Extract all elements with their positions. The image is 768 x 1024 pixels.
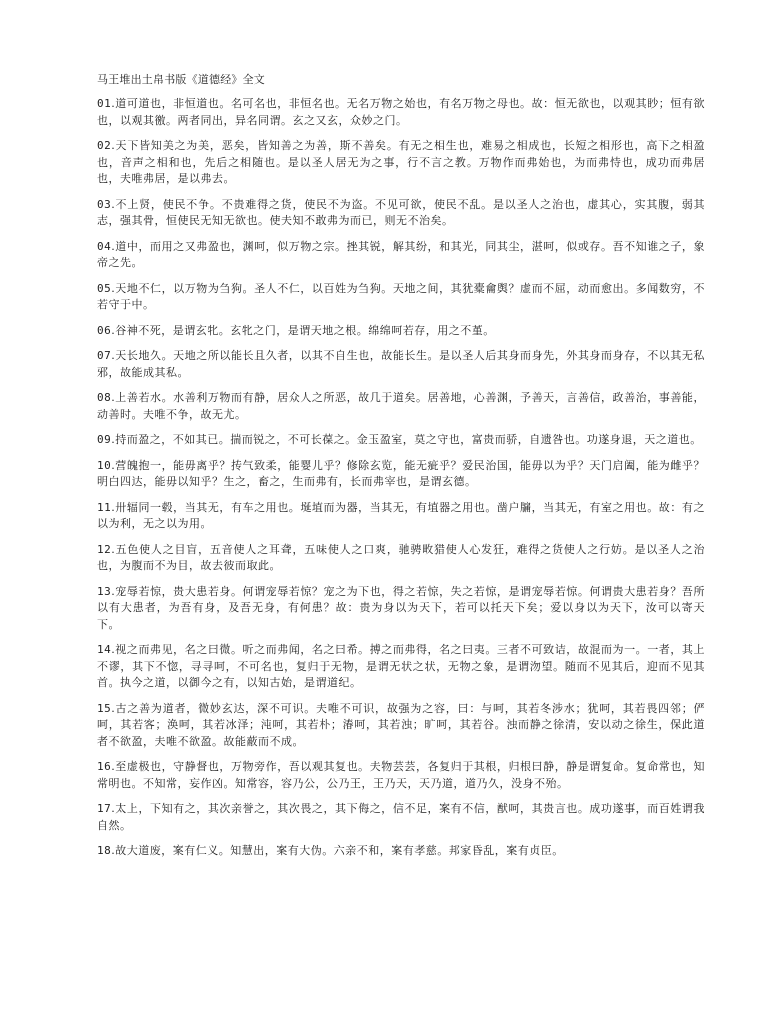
chapter-number: 14 — [97, 643, 112, 656]
chapter-number: 09 — [97, 433, 112, 446]
chapter-paragraph — [97, 584, 705, 634]
chapter-paragraph — [97, 759, 705, 792]
chapter-number: 04 — [97, 239, 112, 253]
chapter-text: .道中，而用之又弗盈也，渊呵，似万物之宗。挫其锐，解其纷，和其光，同其尘，湛呵，似或存。吾不知谁之子，象帝之先。 — [97, 239, 705, 269]
chapter-text: .五色使人之目盲，五音使人之耳聋，五味使人之口爽，驰骋畋猎使人心发狂，难得之货使人之行妨。是以圣人之治也，为腹而不为目，故去彼而取此。 — [97, 542, 705, 572]
chapter-number: 07 — [97, 349, 112, 362]
chapter-text: .持而盈之，不如其已。揣而锐之，不可长葆之。金玉盈室，莫之守也，富贵而骄，自遗咎也。功遂身退，天之道也。 — [111, 433, 702, 446]
chapter-paragraph — [97, 458, 705, 491]
chapter-text: .卅辐同一毂，当其无，有车之用也。埏埴而为器，当其无，有埴器之用也。凿户牖，当其无，有室之用也。故：有之以为利，无之以为用。 — [97, 500, 705, 530]
chapter-paragraph — [97, 348, 705, 381]
chapter-number: 18 — [97, 844, 112, 857]
chapter-paragraph — [97, 281, 705, 314]
chapter-list — [97, 96, 705, 860]
chapter-paragraph — [97, 96, 705, 129]
chapter-text: .营魄抱一，能毋离乎？抟气致柔，能婴儿乎？修除玄览，能无疵乎？爱民治国，能毋以为乎？天门启阖，能为雌乎？明白四达，能毋以知乎？生之，畜之，生而弗有，长而弗宰也，是谓玄德。 — [97, 458, 705, 488]
chapter-number: 06 — [97, 323, 112, 337]
chapter-text: .天长地久。天地之所以能长且久者，以其不自生也，故能长生。是以圣人后其身而身先，外其身而身存，不以其无私邪，故能成其私。 — [97, 349, 705, 379]
chapter-paragraph — [97, 801, 705, 834]
chapter-paragraph — [97, 642, 705, 692]
chapter-number: 08 — [97, 391, 112, 404]
document-title: 马王堆出土帛书版《道德经》全文 — [97, 73, 265, 86]
chapter-text: .天地不仁，以万物为刍狗。圣人不仁，以百姓为刍狗。天地之间，其犹橐龠舆？虚而不屈，动而愈出。多闻数穷，不若守于中。 — [97, 281, 705, 311]
chapter-number: 05 — [97, 281, 112, 295]
chapter-paragraph — [97, 701, 705, 751]
chapter-number: 11 — [97, 500, 112, 514]
chapter-number: 10 — [97, 458, 112, 472]
chapter-number: 01 — [97, 97, 112, 110]
chapter-text: .上善若水。水善利万物而有静，居众人之所恶，故几于道矣。居善地，心善渊，予善天，言善信，政善治，事善能，动善时。夫唯不争，故无尤。 — [97, 391, 705, 421]
chapter-text: .故大道废，案有仁义。知慧出，案有大伪。六亲不和，案有孝慈。邦家昏乱，案有贞臣。 — [111, 844, 564, 857]
document-page — [97, 72, 705, 869]
chapter-paragraph — [97, 239, 705, 272]
chapter-paragraph — [97, 542, 705, 575]
chapter-number: 02 — [97, 139, 112, 152]
chapter-text: .太上，下知有之，其次亲誉之，其次畏之，其下侮之，信不足，案有不信，猷呵，其贵言也。成功遂事，而百姓谓我自然。 — [97, 802, 705, 832]
chapter-paragraph — [97, 197, 705, 230]
chapter-paragraph — [97, 138, 705, 188]
chapter-paragraph — [97, 843, 705, 860]
chapter-text: .视之而弗见，名之曰微。听之而弗闻，名之曰希。搏之而弗得，名之曰夷。三者不可致诘，故混而为一。一者，其上不谬，其下不惚，寻寻呵，不可名也，复归于无物，是谓无状之状，无物之象，是谓沕望。随而不见其后，迎而不见其首。执今之道，以御今之有，以知古始，是谓道纪。 — [97, 643, 705, 689]
chapter-text: .至虚极也，守静督也，万物旁作，吾以观其复也。夫物芸芸，各复归于其根，归根曰静，静是谓复命。复命常也，知常明也。不知常，妄作凶。知常容，容乃公，公乃王，王乃天，天乃道，道乃久，没身不殆。 — [97, 760, 705, 790]
chapter-number: 17 — [97, 802, 112, 815]
chapter-number: 15 — [97, 701, 112, 715]
chapter-paragraph — [97, 500, 705, 533]
chapter-text: .宠辱若惊，贵大患若身。何谓宠辱若惊？宠之为下也，得之若惊，失之若惊，是谓宠辱若惊。何谓贵大患若身？吾所以有大患者，为吾有身，及吾无身，有何患？故：贵为身以为天下，若可以托天下矣；爱以身以为天下，汝可以寄天下。 — [97, 584, 705, 631]
chapter-text: .古之善为道者，微妙玄达，深不可识。夫唯不可识，故强为之容，曰：与呵，其若冬涉水；犹呵，其若畏四邻；俨呵，其若客；涣呵，其若冰泽；沌呵，其若朴；湷呵，其若浊；旷呵，其若谷。浊而静之徐清，安以动之徐生，保此道者不欲盈，夫唯不欲盈。故能蔽而不成。 — [97, 701, 705, 748]
chapter-paragraph — [97, 323, 705, 340]
chapter-number: 03 — [97, 197, 112, 211]
chapter-paragraph — [97, 390, 705, 423]
chapter-number: 16 — [97, 760, 112, 773]
chapter-number: 13 — [97, 584, 112, 598]
chapter-number: 12 — [97, 542, 112, 556]
chapter-paragraph — [97, 432, 705, 449]
chapter-text: .谷神不死，是谓玄牝。玄牝之门，是谓天地之根。绵绵呵若存，用之不堇。 — [111, 323, 495, 337]
chapter-text: .天下皆知美之为美，恶矣，皆知善之为善，斯不善矣。有无之相生也，难易之相成也，长短之相形也，高下之相盈也，音声之相和也，先后之相随也。是以圣人居无为之事，行不言之教。万物作而弗始也，为而弗恃也，成功而弗居也，夫唯弗居，是以弗去。 — [97, 139, 705, 185]
chapter-text: .道可道也，非恒道也。名可名也，非恒名也。无名万物之始也，有名万物之母也。故：恒无欲也，以观其眇；恒有欲也，以观其徼。两者同出，异名同谓。玄之又玄，众妙之门。 — [97, 97, 705, 127]
chapter-text: .不上贤，使民不争。不贵难得之货，使民不为盗。不见可欲，使民不乱。是以圣人之治也，虚其心，实其腹，弱其志，强其骨，恒使民无知无欲也。使夫知不敢弗为而已，则无不治矣。 — [97, 197, 705, 227]
